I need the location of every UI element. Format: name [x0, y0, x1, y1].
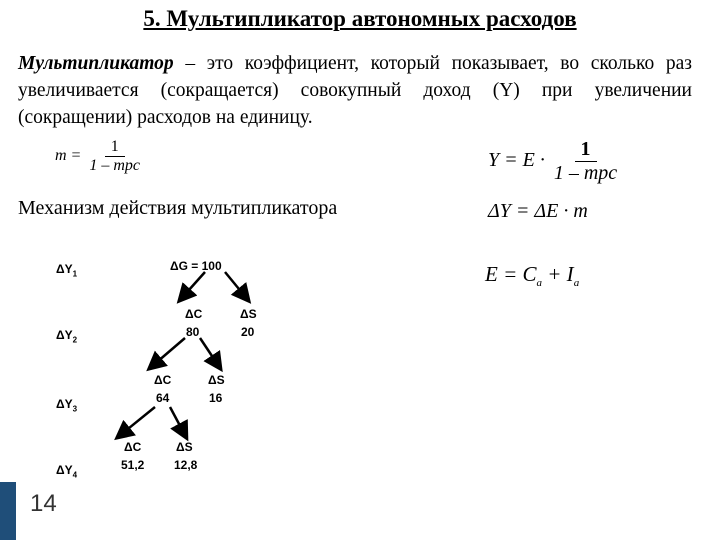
multiplier-formula: [55, 138, 144, 175]
node-3-c-label: ΔC: [124, 440, 142, 454]
arrow-2s: [200, 338, 220, 368]
node-2-c-label: ΔC: [154, 373, 172, 387]
arrow-3s: [170, 407, 186, 437]
slide-number: 14: [30, 490, 57, 517]
root-node: ΔG = 100: [170, 259, 222, 273]
level-label-2: $\Delta Y_2$: [56, 328, 78, 345]
income-denominator: 1 – mpc: [553, 162, 618, 184]
expenditure-sub-c: a: [536, 277, 543, 290]
income-formula: [488, 138, 621, 185]
expenditure-main: E = C: [485, 262, 537, 286]
arrow-2c: [150, 338, 185, 368]
definition-term: Мультипликатор: [18, 53, 174, 74]
node-3-s-label: ΔS: [176, 440, 193, 454]
multiplier-lhs: m =: [55, 147, 82, 165]
income-lhs: Y = E ·: [488, 149, 545, 172]
arrow-3c: [118, 407, 155, 437]
definition-paragraph: [18, 50, 692, 131]
income-numerator: 1: [575, 138, 597, 162]
expenditure-formula: [485, 262, 579, 289]
slide-accent-bar: [0, 482, 16, 540]
multiplier-denominator: 1 – mpc: [89, 157, 141, 174]
node-1-s-label: ΔS: [240, 307, 257, 321]
level-label-3: $\Delta Y_3$: [56, 397, 78, 414]
expenditure-sub-i: a: [573, 277, 580, 290]
node-1-s-value: 20: [241, 325, 255, 339]
definition-text: – это коэффициент, который показывает, во сколько раз увеличивается (сокращается) совокупный доход (Y) при увеличении (сокращении) расходов на единицу.: [18, 53, 692, 128]
node-2-s-value: 16: [209, 391, 223, 405]
arrow-1c: [180, 272, 205, 300]
multiplier-numerator: 1: [105, 138, 125, 157]
node-1-c-value: 80: [186, 325, 200, 339]
level-label-4: $\Delta Y_4$: [56, 463, 78, 480]
slide-title: 5. Мультипликатор автономных расходов: [143, 6, 577, 31]
node-2-s-label: ΔS: [208, 373, 225, 387]
multiplier-diagram: [0, 240, 320, 485]
mechanism-heading: Механизм действия мультипликатора: [18, 197, 338, 219]
expenditure-plus: + I: [542, 262, 574, 286]
node-3-s-value: 12,8: [174, 458, 198, 472]
node-2-c-value: 64: [156, 391, 170, 405]
level-label-1: $\Delta Y_1$: [56, 262, 78, 279]
delta-formula: ΔY = ΔE · m: [488, 200, 588, 222]
node-1-c-label: ΔC: [185, 307, 203, 321]
node-3-c-value: 51,2: [121, 458, 145, 472]
arrow-1s: [225, 272, 248, 300]
